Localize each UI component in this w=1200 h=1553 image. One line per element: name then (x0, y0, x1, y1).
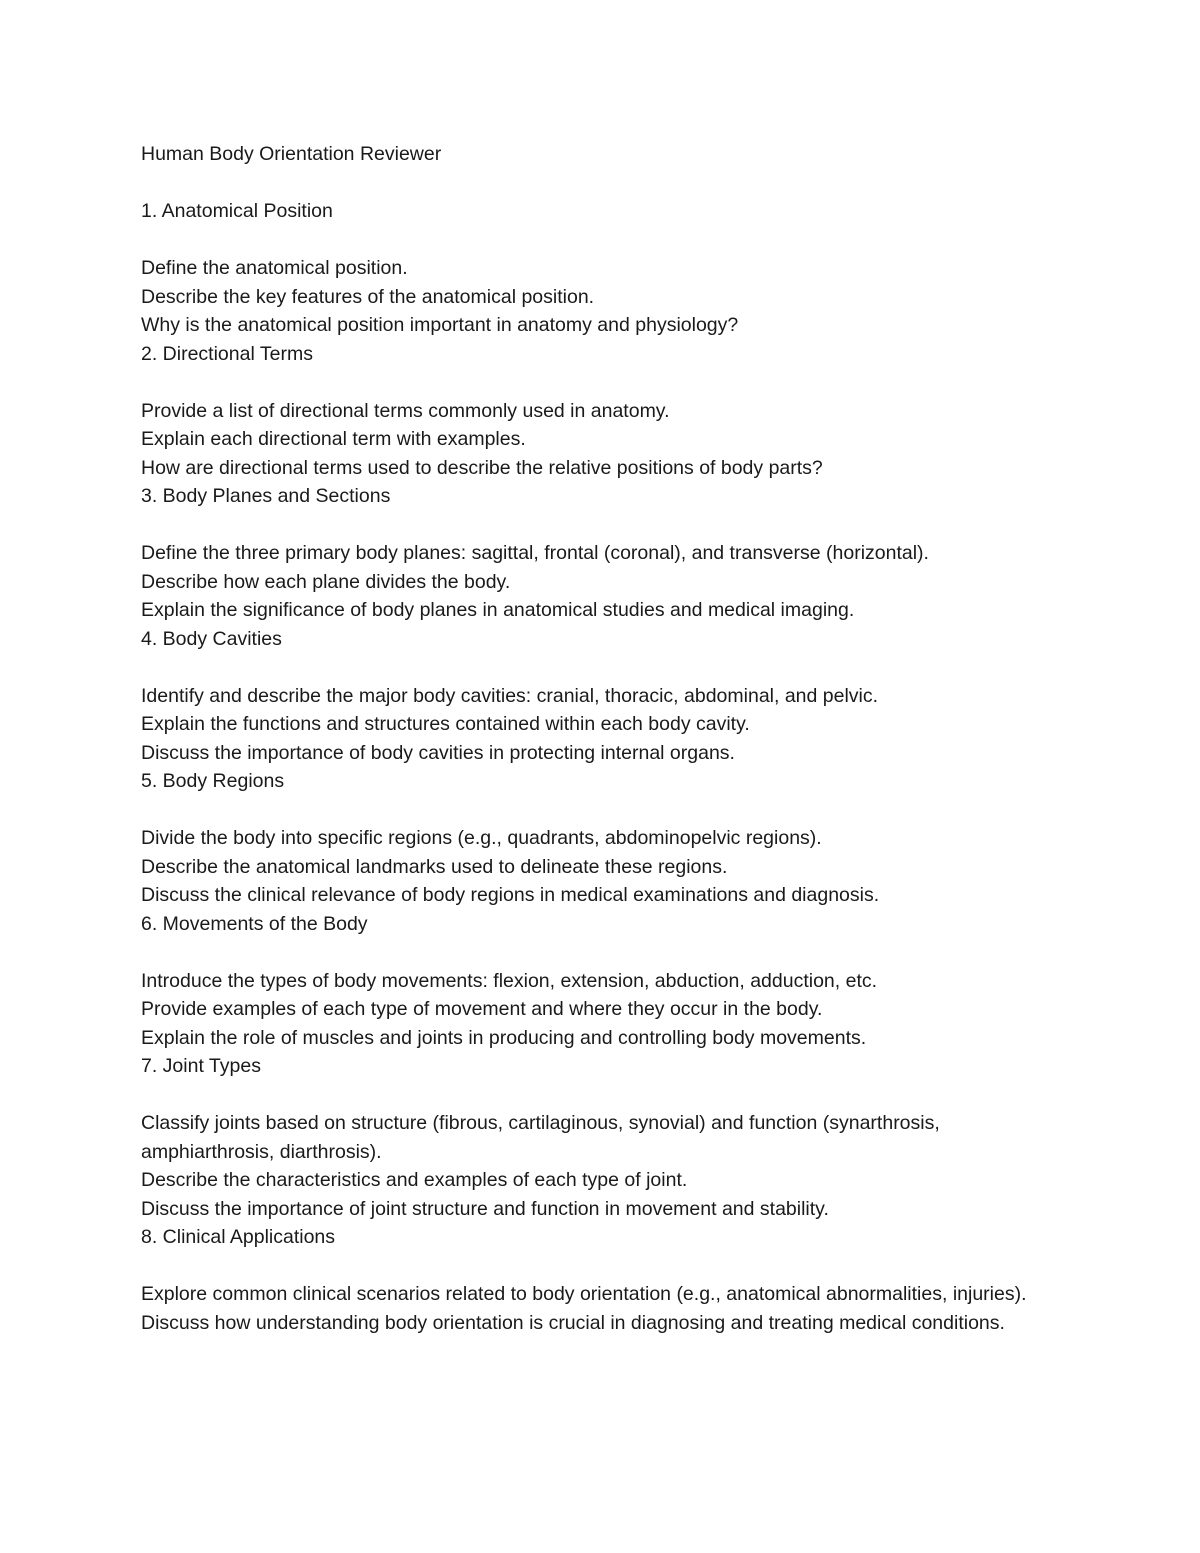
section-heading: 2. Directional Terms (141, 342, 313, 365)
section-heading: 5. Body Regions (141, 770, 285, 792)
section-item: Introduce the types of body movements: flexion, extension, abduction, adduction, etc. (141, 969, 878, 992)
section-item: Why is the anatomical position important in anatomy and physiology? (141, 314, 739, 336)
section-item: Define the anatomical position. (141, 257, 408, 279)
section-item: Explain the role of muscles and joints in producing and controlling body movements. (141, 1026, 867, 1049)
section-item: Discuss how understanding body orientation is crucial in diagnosing and treating medical conditions. (141, 1311, 1005, 1334)
section-item: Describe how each plane divides the body. (141, 570, 511, 593)
spacer (141, 1252, 1051, 1281)
section-item: Define the three primary body planes: sagittal, frontal (coronal), and transverse (horizontal). (141, 542, 929, 564)
section-item: Discuss the clinical relevance of body regions in medical examinations and diagnosis. (141, 884, 880, 906)
spacer (141, 226, 1051, 255)
section-heading: 7. Joint Types (141, 1055, 261, 1077)
section-item: Explain the significance of body planes in anatomical studies and medical imaging. (141, 599, 855, 621)
section-item: How are directional terms used to describe the relative positions of body parts? (141, 456, 823, 479)
section-item: Provide examples of each type of movement and where they occur in the body. (141, 998, 823, 1020)
section-item: Explain the functions and structures contained within each body cavity. (141, 713, 750, 735)
spacer (141, 511, 1051, 540)
spacer (141, 938, 1051, 967)
section-heading: 8. Clinical Applications (141, 1226, 336, 1248)
section-heading: 6. Movements of the Body (141, 912, 368, 935)
section-item: Describe the characteristics and examples of each type of joint. (141, 1169, 688, 1191)
section-item: Discuss the importance of body cavities in protecting internal organs. (141, 741, 735, 764)
document-body (141, 140, 1051, 1337)
spacer (141, 653, 1051, 682)
spacer (141, 1081, 1051, 1110)
section-item: Discuss the importance of joint structure and function in movement and stability. (141, 1197, 829, 1220)
section-item: Identify and describe the major body cavities: cranial, thoracic, abdominal, and pelvic. (141, 684, 879, 707)
section-item: Explore common clinical scenarios related to body orientation (e.g., anatomical abnormalities, injuries). (141, 1283, 1027, 1305)
section-heading: 3. Body Planes and Sections (141, 485, 391, 507)
spacer (141, 796, 1051, 825)
section-heading: 1. Anatomical Position (141, 200, 333, 222)
document-title: Human Body Orientation Reviewer (141, 143, 442, 165)
section-item: Describe the anatomical landmarks used to delineate these regions. (141, 855, 728, 878)
spacer (141, 169, 1051, 198)
section-item: Describe the key features of the anatomical position. (141, 285, 595, 308)
section-item: Provide a list of directional terms commonly used in anatomy. (141, 399, 670, 422)
spacer (141, 368, 1051, 397)
section-item: Divide the body into specific regions (e.g., quadrants, abdominopelvic regions). (141, 827, 822, 849)
section-item: Explain each directional term with examples. (141, 428, 526, 450)
section-heading: 4. Body Cavities (141, 627, 282, 650)
section-item: Classify joints based on structure (fibrous, cartilaginous, synovial) and function (synarthrosis, amphiarthrosis, diarthrosis). (141, 1112, 940, 1163)
